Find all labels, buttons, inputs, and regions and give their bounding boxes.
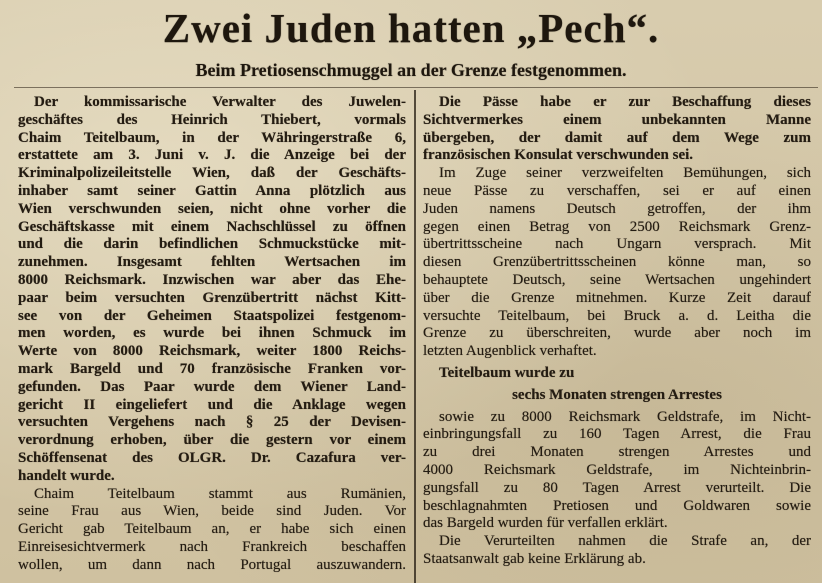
article-line: gericht II eingeliefert und die Anklage wegen — [18, 396, 406, 413]
article-line: zunehmen. Insgesamt fehlten Wertsachen im — [18, 254, 406, 271]
article-line: sechs Monaten strengen Arrestes — [512, 386, 722, 403]
article-line: übergeben, der damit auf dem Wege zum — [423, 129, 811, 146]
article-line: 8000 Reichsmark. Inzwischen war aber das Ehe- — [18, 271, 406, 288]
article-line: Im Zuge seiner verzweifelten Bemühungen, sich — [439, 165, 811, 182]
article-line: und die darin befindlichen Schmuckstücke mit- — [18, 236, 406, 253]
article-line: gefunden. Das Paar wurde dem Wiener Land- — [18, 378, 406, 395]
article-line: men worden, es wurde bei ihnen Schmuck im — [18, 325, 406, 342]
article-line: Staatsanwalt gab keine Erklärung ab. — [423, 550, 646, 567]
article-line: Schöffensenat des OLGR. Dr. Cazafura ver- — [18, 449, 406, 466]
article-line: Wien verschwunden seien, nicht ohne vorher die — [18, 200, 406, 217]
article-line: Sichtvermerkes einem unbekannten Manne — [423, 111, 811, 128]
article-line: 4000 Reichsmark Geldstrafe, im Nichteinbrin- — [423, 461, 811, 478]
article-line: Gericht gab Teitelbaum an, er habe sich einen — [18, 521, 406, 538]
article-line: gungsfall zu 80 Tagen Arrest verurteilt. Die — [423, 479, 811, 496]
article-line: Grenze zu überschreiten, wurde aber noch im — [423, 325, 811, 342]
article-line: wollen, um dann nach Portugal auszuwandern. — [18, 556, 406, 573]
right-column — [423, 94, 811, 569]
article-line: Juden namens Deutsch getroffen, der ihm — [423, 200, 811, 217]
article-paragraph — [423, 365, 811, 383]
article-paragraph — [423, 94, 811, 165]
article-line: Die Pässe habe er zur Beschaffung dieses — [439, 94, 811, 110]
article-paragraph — [423, 533, 811, 569]
article-paragraph — [18, 486, 406, 575]
article-line: letzten Augenblick verhaftet. — [423, 343, 597, 360]
article-line: beschlagnahmten Pretiosen und Goldwaren sowie — [423, 497, 811, 514]
article-line: neue Pässe zu verschaffen, sei er auf einen — [423, 182, 811, 199]
article-line: Chaim Teitelbaum, in der Währingerstraße 6, — [18, 129, 406, 146]
article-line: gegen einen Betrag von 2500 Reichsmark Grenz- — [423, 218, 811, 235]
article-line: Werte von 8000 Reichsmark, weiter 1800 Reichs- — [18, 343, 406, 360]
article-line: französischen Konsulat verschwunden sei. — [423, 147, 694, 164]
article-line: erstattete am 3. Juni v. J. die Anzeige bei der — [18, 147, 406, 164]
article-line: mark Bargeld und 70 französische Franken vor- — [18, 360, 406, 377]
article-paragraph — [423, 165, 811, 361]
article-line: geschäftes des Heinrich Thiebert, vormals — [18, 111, 406, 128]
article-line: Teitelbaum wurde zu — [439, 364, 575, 381]
article-line: inhaber samt seiner Gattin Anna plötzlich aus — [18, 182, 406, 199]
article-line: Geschäftskasse mit einem Nachschlüssel zu öffnen — [18, 218, 406, 235]
article-line: behauptete Deutsch, seine Wertsachen ungehindert — [423, 271, 811, 288]
article-subtitle: Beim Pretiosenschmuggel an der Grenze festgenommen. — [195, 60, 627, 80]
header-rule — [14, 87, 818, 88]
article-paragraph — [18, 94, 406, 486]
article-line: Chaim Teitelbaum stammt aus Rumänien, — [34, 485, 406, 502]
article-line: versuchte Teitelbaum, bei Bruck a. d. Leitha die — [423, 307, 811, 324]
article-line: über die Grenze mitnehmen. Kurze Zeit darauf — [423, 289, 811, 306]
column-divider — [414, 90, 416, 583]
article-line: übertrittsscheine nach Ungarn versprach. Mit — [423, 236, 811, 253]
article-line: zu drei Monaten strengen Arrestes und — [423, 444, 811, 461]
article-line: Kriminalpolizeileitstelle Wien, daß der Geschäfts- — [18, 165, 406, 182]
article-line: versuchten Vergehens nach § 25 der Devisen- — [18, 414, 406, 431]
article-line: handelt wurde. — [18, 467, 115, 484]
article-paragraph — [423, 387, 811, 405]
article-paragraph — [423, 409, 811, 534]
article-line: see von der Geheimen Staatspolizei festgenom- — [18, 307, 406, 324]
article-line: sowie zu 8000 Reichsmark Geldstrafe, im Nicht- — [439, 408, 811, 425]
article-line: paar beim versuchten Grenzübertritt nächst Kitt- — [18, 289, 406, 306]
article-line: das Bargeld wurden für verfallen erklärt. — [423, 515, 668, 532]
article-line: seine Frau aus Wien, beide sind Juden. Vor — [18, 503, 406, 520]
article-title: Zwei Juden hatten „Pech“. — [162, 5, 660, 51]
article-line: einbringungsfall zu 160 Tagen Arrest, die Frau — [423, 426, 811, 443]
article-line: diesen Grenzübertrittsscheinen könne man, so — [423, 254, 811, 271]
article-line: Der kommissarische Verwalter des Juwelen- — [34, 94, 406, 110]
article-line: verordnung erhoben, über die gestern vor einem — [18, 432, 406, 449]
article-line: Die Verurteilten nahmen die Strafe an, der — [439, 533, 811, 550]
left-column — [18, 94, 406, 575]
article-line: Einreisesichtvermerk nach Frankreich beschaffen — [18, 538, 406, 555]
